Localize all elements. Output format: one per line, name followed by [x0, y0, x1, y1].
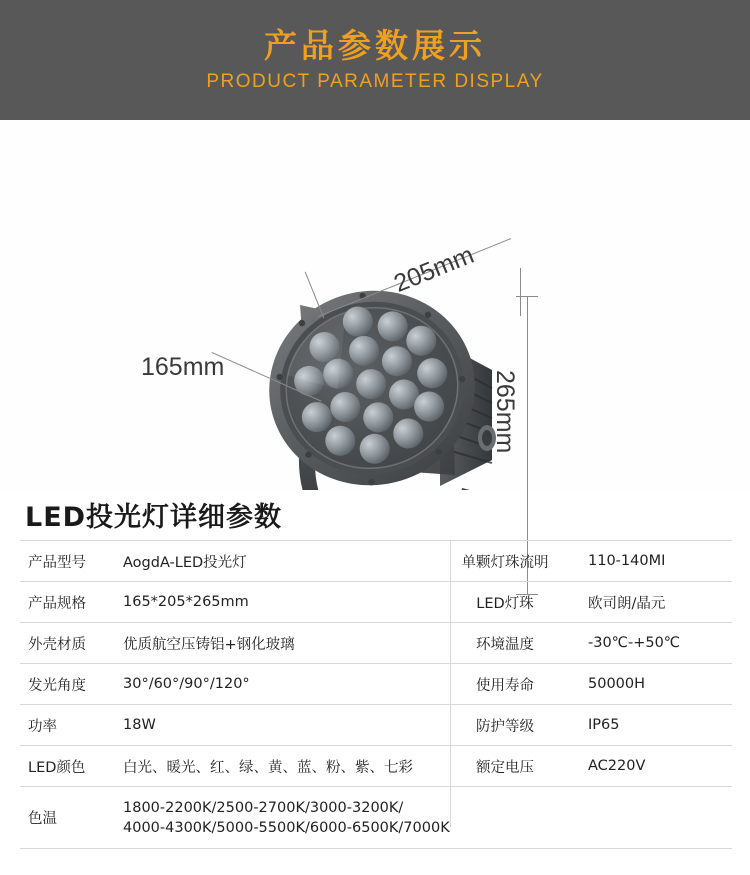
spec-value: 优质航空压铸铝+钢化玻璃	[115, 623, 430, 664]
spec-label: 单颗灯珠流明	[430, 541, 580, 582]
spec-label: 发光角度	[20, 664, 115, 705]
table-row-color-temp	[20, 787, 732, 849]
spec-section-title: LED投光灯详细参数	[25, 502, 283, 533]
spec-table-wrapper	[20, 540, 732, 849]
spec-value-color-temp	[115, 787, 732, 849]
color-temp-line-2: 4000-4300K/5000-5500K/6000-6500K/7000K	[123, 819, 450, 836]
spec-value: AogdA-LED投光灯	[115, 541, 430, 582]
spec-value: AC220V	[580, 746, 732, 787]
dimension-tick-205-b	[520, 268, 521, 316]
spec-table	[20, 540, 732, 849]
spec-value: IP65	[580, 705, 732, 746]
spec-value: 110-140MI	[580, 541, 732, 582]
spec-value: -30℃-+50℃	[580, 623, 732, 664]
dimension-tick-265-top	[516, 296, 538, 297]
table-row	[20, 664, 732, 705]
color-temp-line-1: 1800-2200K/2500-2700K/3000-3200K/	[123, 799, 404, 816]
table-row	[20, 541, 732, 582]
spec-value: 18W	[115, 705, 430, 746]
product-illustration	[0, 120, 750, 490]
dimension-label-depth: 165mm	[141, 353, 225, 381]
dimension-label-height: 265mm	[491, 370, 519, 454]
banner-title-cn: 产品参数展示	[264, 26, 486, 65]
spec-label: 产品型号	[20, 541, 115, 582]
table-row	[20, 582, 732, 623]
spec-value: 欧司朗/晶元	[580, 582, 732, 623]
product-image-area	[0, 120, 750, 490]
spec-label: 产品规格	[20, 582, 115, 623]
table-vertical-divider	[450, 540, 451, 827]
spec-value: 50000H	[580, 664, 732, 705]
spec-label: LED颜色	[20, 746, 115, 787]
spec-value: 165*205*265mm	[115, 582, 430, 623]
spec-label: LED灯珠	[430, 582, 580, 623]
page-header-banner	[0, 0, 750, 120]
spec-label: 外壳材质	[20, 623, 115, 664]
spec-label: 功率	[20, 705, 115, 746]
spec-value: 30°/60°/90°/120°	[115, 664, 430, 705]
dimension-label-width: 205mm	[390, 240, 478, 298]
banner-title-en: PRODUCT PARAMETER DISPLAY	[206, 71, 544, 92]
spec-label: 色温	[20, 787, 115, 849]
spec-label: 防护等级	[430, 705, 580, 746]
spec-label: 额定电压	[430, 746, 580, 787]
table-row	[20, 623, 732, 664]
spec-label: 使用寿命	[430, 664, 580, 705]
table-row	[20, 746, 732, 787]
spec-value: 白光、暖光、红、绿、黄、蓝、粉、紫、七彩	[115, 746, 430, 787]
table-row	[20, 705, 732, 746]
spec-label: 环境温度	[430, 623, 580, 664]
